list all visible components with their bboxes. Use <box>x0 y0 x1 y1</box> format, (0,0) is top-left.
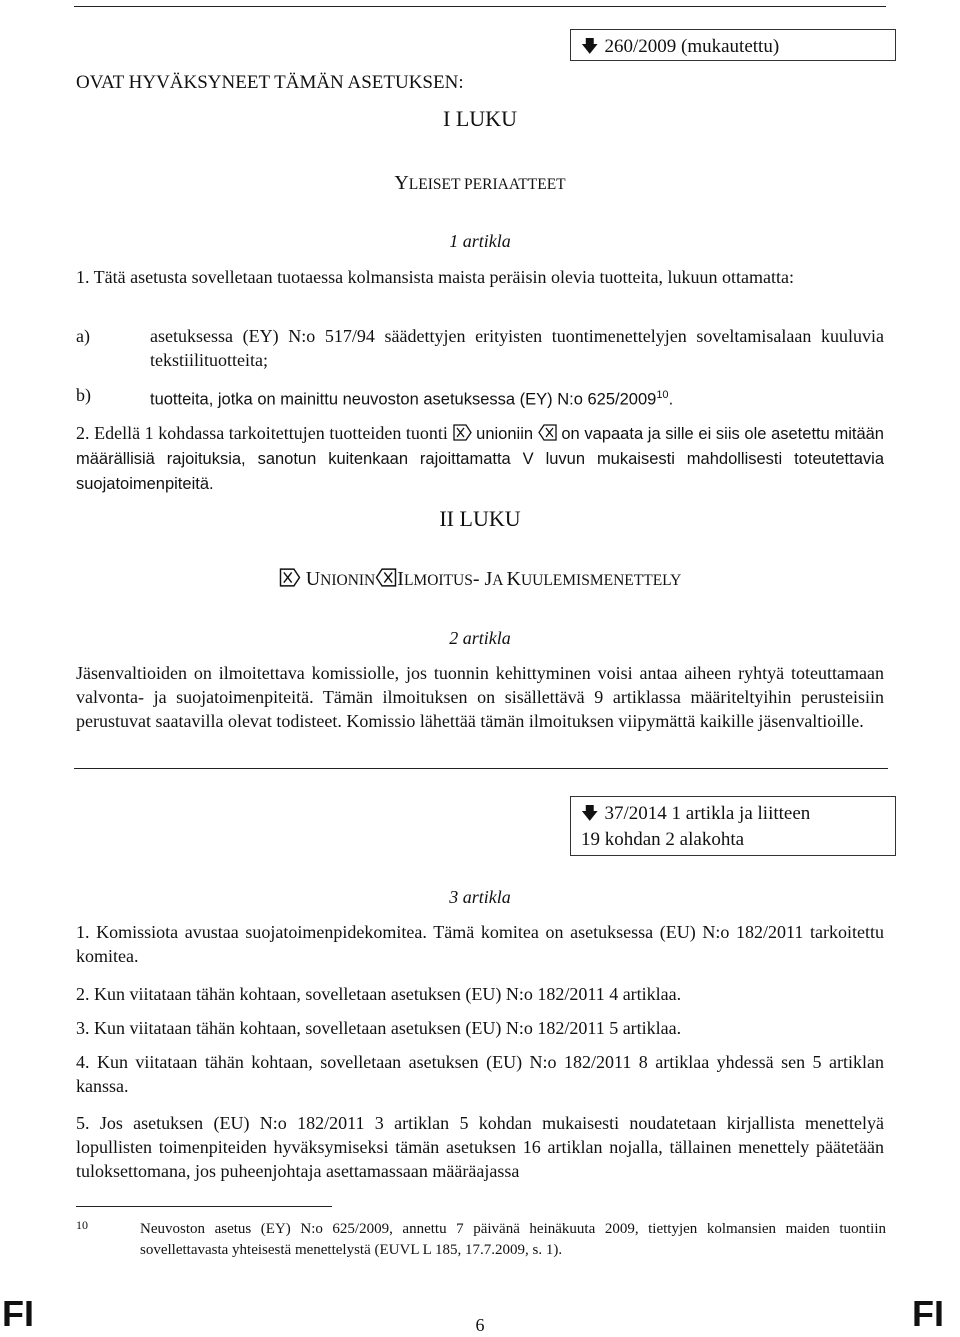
insertion-end-marker-icon <box>538 424 557 441</box>
article-3-paragraph-3: 3. Kun viitataan tähän kohtaan, sovelletaan asetuksen (EU) N:o 182/2011 5 artiklaa. <box>76 1018 682 1038</box>
footnote-text: Neuvoston asetus (EY) N:o 625/2009, annettu 7 päivänä heinäkuuta 2009, tiettyjen kolmansien maiden tuontiin sovellettavasta yhteisestä menettelystä (EUVL L 185, 17.7.2009, s. 1). <box>140 1221 886 1258</box>
chapter-2-number: II LUKU <box>439 506 521 531</box>
section-rule <box>74 768 888 769</box>
list-item-a-label: a) <box>76 326 90 346</box>
list-item-a <box>76 324 884 374</box>
top-rule <box>74 6 886 7</box>
language-code-right: FI <box>912 1293 944 1334</box>
amendment-box-37-2014 <box>570 796 896 856</box>
footnote-separator <box>76 1206 332 1207</box>
language-code-left: FI <box>2 1293 34 1334</box>
article-1-paragraph-1: 1. Tätä asetusta sovelletaan tuotaessa kolmansista maista peräisin olevia tuotteita, lukuun ottamatta: <box>76 267 794 287</box>
amendment-box-line-1: 37/2014 1 artikla ja liitteen <box>604 803 811 824</box>
down-arrow-icon: 🡇 <box>581 804 599 824</box>
article-3-paragraph-1: 1. Komissiota avustaa suojatoimenpidekomitea. Tämä komitea on asetuksessa (EU) N:o 182/2011 tarkoitettu komitea. <box>76 922 884 966</box>
page-number: 6 <box>475 1315 485 1335</box>
article-2-text: Jäsenvaltioiden on ilmoitettava komissiolle, jos tuonnin kehittyminen voisi antaa aiheen ryhtyä toteuttamaan valvonta- ja suojatoimenpiteitä. Tämän ilmoituksen on sisällettävä 9 artiklassa määriteltyihin perusteisiin perustuvat saatavilla olevat todisteet. Komissio lähettää tämän ilmoituksen viipymättä kaikille jäsenvaltioille. <box>76 663 884 731</box>
list-item-b-label: b) <box>76 385 91 405</box>
article-3-heading: 3 artikla <box>449 887 511 907</box>
list-item-b-text: tuotteita, jotka on mainittu neuvoston asetuksessa (EY) N:o 625/2009$^{10}$. <box>150 389 674 409</box>
footnote-number: 10 <box>76 1218 88 1232</box>
footnote-reference[interactable]: 10 <box>656 389 669 401</box>
chapter-1-number: I LUKU <box>443 106 517 131</box>
preamble-tail: OVAT HYVÄKSYNEET TÄMÄN ASETUKSEN: <box>76 72 464 93</box>
article-3-paragraph-5: 5. Jos asetuksen (EU) N:o 182/2011 3 artiklan 5 kohdan mukaisesti noudatetaan kirjallista menettelyä lopullisten toimenpiteiden hyväksymiseksi tämän asetuksen 16 artiklan nojalla, tällainen menettely päätetään tuloksettomana, jos puheenjohtaja asettamassaan määräajassa <box>76 1113 884 1181</box>
amendment-box-260-2009 <box>570 29 896 61</box>
amendment-box-line-2: 19 kohdan 2 alakohta <box>581 829 745 850</box>
amendment-box-label: 260/2009 (mukautettu) <box>604 36 780 57</box>
insertion-start-marker-icon <box>453 424 472 441</box>
list-item-b <box>76 383 884 409</box>
insertion-start-marker-icon <box>279 568 301 587</box>
list-item-a-text: asetuksessa (EY) N:o 517/94 säädettyjen erityisten tuontimenettelyjen soveltamisalaan kuuluvia tekstiilituotteita; <box>150 326 884 370</box>
article-1-paragraph-2: 2. Edellä 1 kohdassa tarkoitettujen tuotteiden tuonti unioniin on vapaata ja sille ei siis ole asetettu mitään määrällisiä rajoituksia, sanotun kuitenkaan rajoittamatta V luvun mukaisesti mahdollisesti toteutettavia suojatoimenpiteitä. <box>76 423 884 493</box>
chapter-2-title: UNIONIN ILMOITUS- JA KUULEMISMENETTELY <box>0 567 960 593</box>
article-3-paragraph-2: 2. Kun viitataan tähän kohtaan, sovelletaan asetuksen (EU) N:o 182/2011 4 artiklaa. <box>76 984 682 1004</box>
article-3-paragraph-4: 4. Kun viitataan tähän kohtaan, sovelletaan asetuksen (EU) N:o 182/2011 8 artiklaa yhdessä sen 5 artiklan kanssa. <box>76 1052 884 1096</box>
down-arrow-icon: 🡇 <box>581 37 599 57</box>
insertion-end-marker-icon <box>375 568 397 587</box>
chapter-1-title: YLEISET PERIAATTEET <box>394 172 566 194</box>
article-2-heading: 2 artikla <box>449 628 511 648</box>
article-1-heading: 1 artikla <box>449 231 511 251</box>
